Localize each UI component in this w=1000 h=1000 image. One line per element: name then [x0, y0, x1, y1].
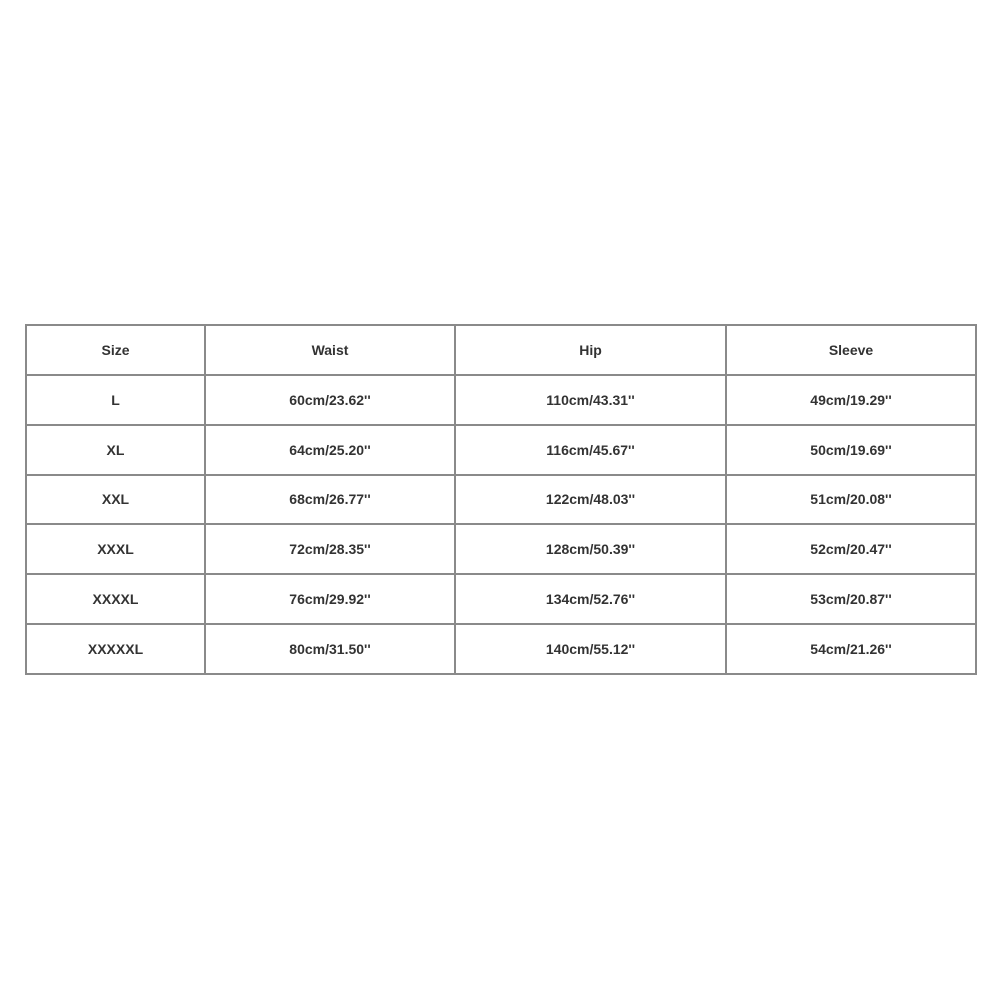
- header-sleeve: Sleeve: [726, 325, 976, 375]
- size-cell: XL: [26, 425, 205, 475]
- size-cell: L: [26, 375, 205, 425]
- table-row: [26, 375, 976, 425]
- size-cell: XXXXL: [26, 574, 205, 624]
- waist-cell: 76cm/29.92'': [205, 574, 455, 624]
- table-row: [26, 624, 976, 674]
- size-cell: XXL: [26, 475, 205, 525]
- hip-cell: 122cm/48.03'': [455, 475, 726, 525]
- hip-cell: 134cm/52.76'': [455, 574, 726, 624]
- sleeve-cell: 50cm/19.69'': [726, 425, 976, 475]
- size-cell: XXXL: [26, 524, 205, 574]
- header-size: Size: [26, 325, 205, 375]
- table-row: [26, 524, 976, 574]
- sleeve-cell: 54cm/21.26'': [726, 624, 976, 674]
- header-hip: Hip: [455, 325, 726, 375]
- table-row: [26, 574, 976, 624]
- size-cell: XXXXXL: [26, 624, 205, 674]
- waist-cell: 72cm/28.35'': [205, 524, 455, 574]
- sleeve-cell: 53cm/20.87'': [726, 574, 976, 624]
- sleeve-cell: 52cm/20.47'': [726, 524, 976, 574]
- size-chart-table: [25, 324, 977, 675]
- table-header-row: [26, 325, 976, 375]
- table-row: [26, 475, 976, 525]
- hip-cell: 128cm/50.39'': [455, 524, 726, 574]
- waist-cell: 80cm/31.50'': [205, 624, 455, 674]
- sleeve-cell: 49cm/19.29'': [726, 375, 976, 425]
- header-waist: Waist: [205, 325, 455, 375]
- waist-cell: 68cm/26.77'': [205, 475, 455, 525]
- hip-cell: 110cm/43.31'': [455, 375, 726, 425]
- waist-cell: 60cm/23.62'': [205, 375, 455, 425]
- hip-cell: 116cm/45.67'': [455, 425, 726, 475]
- sleeve-cell: 51cm/20.08'': [726, 475, 976, 525]
- hip-cell: 140cm/55.12'': [455, 624, 726, 674]
- table-row: [26, 425, 976, 475]
- waist-cell: 64cm/25.20'': [205, 425, 455, 475]
